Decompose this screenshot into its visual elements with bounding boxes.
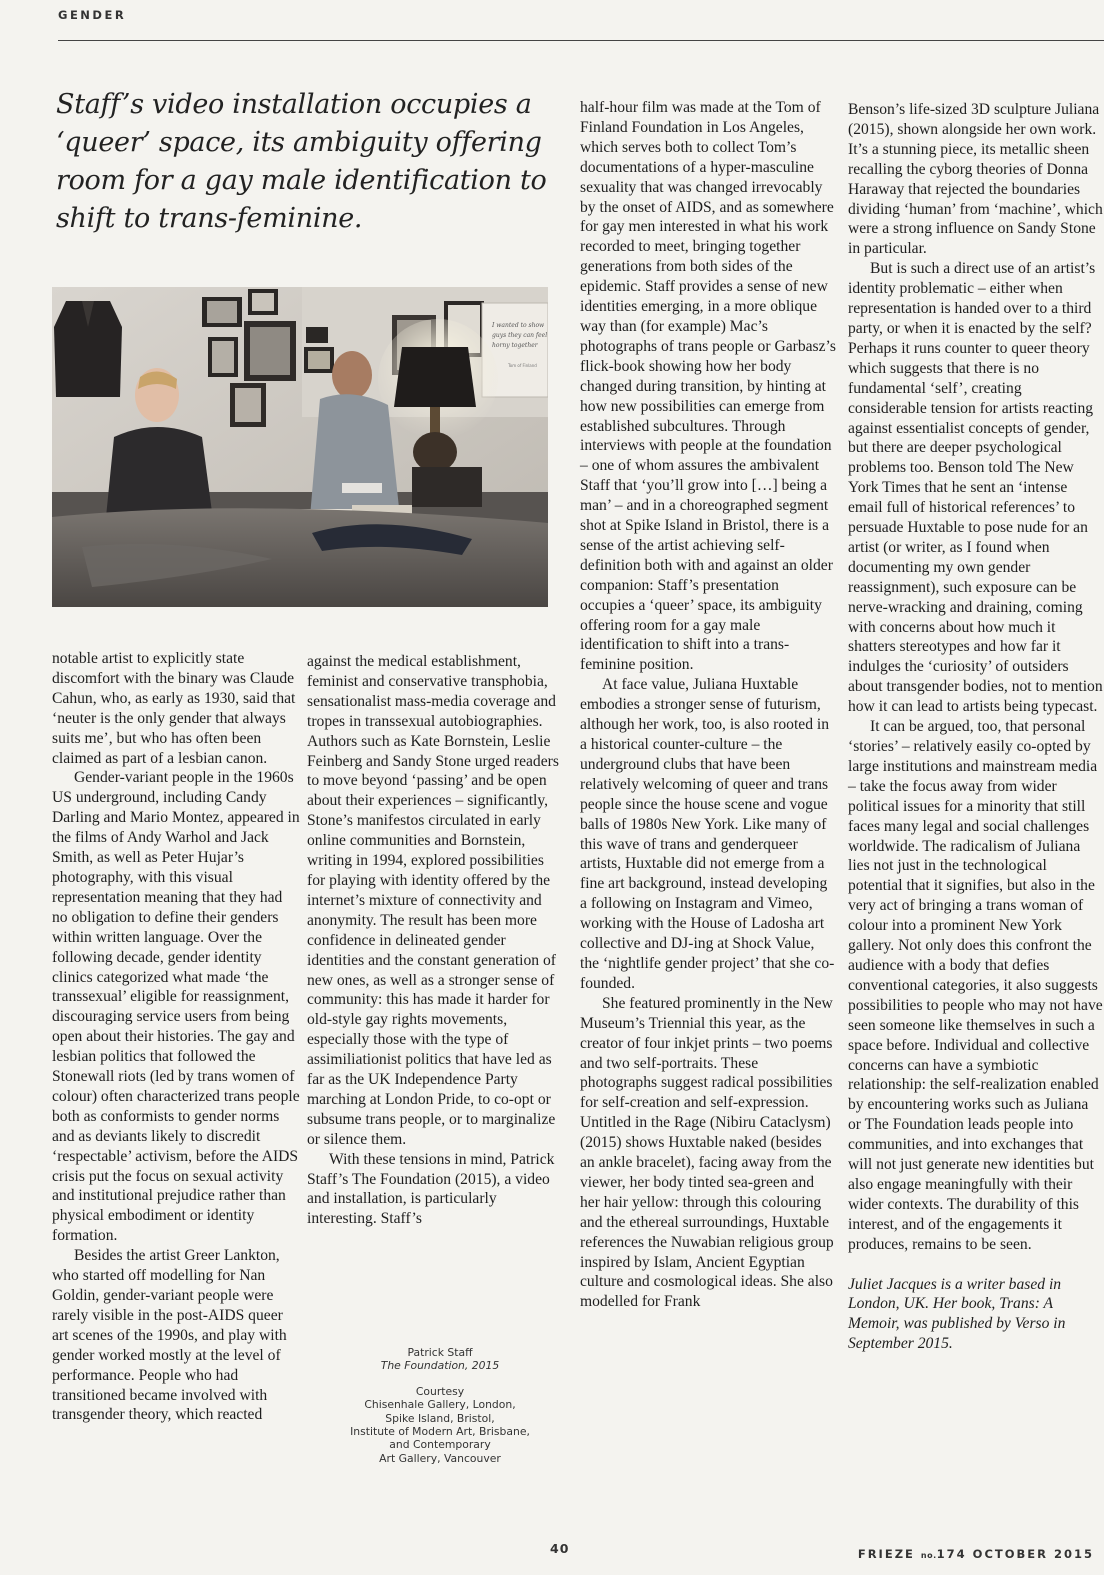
paragraph: Besides the artist Greer Lankton, who started off modelling for Nan Goldin, gender-variant people were rarely visible in the post-AIDS queer art scenes of the 1990s, and play with gender worked mostly at the level of performance. People who had transitioned became involved with transgender theory, which reacted	[52, 1247, 287, 1424]
paragraph: half-hour film was made at the Tom of Finland Foundation in Los Angeles, which serves both to collect Tom’s documentations of a hyper-masculine sexuality that was changed irrevocably by the onset of AIDS, and as somewhere for gay men interested in what his work recorded to meet, bringing together generations from both sides of the epidemic. Staff provides a sense of new identities emerging, in a more oblique way than (for example) Mac’s photographs of trans people or Garbasz’s flick-book showing how her body changed during transition, by hinting at how new possibilities can emerge from established subcultures. Through interviews with people at the foundation – one of whom assures the ambivalent Staff that ‘you’ll grow into […] being a man’ – and in a choreographed segment shot at Spike Island in Bristol, there is a sense of the artist achieving self-definition both with and against an older companion: Staff’s presentation occupies a ‘queer’ space, its ambiguity offering room for a gay male identification to shift into a trans-feminine position.	[580, 99, 836, 674]
magazine-footer	[858, 1547, 1094, 1561]
frame-text-3: horny together	[492, 342, 538, 349]
column-4	[848, 100, 1104, 1354]
issue-date: OCTOBER 2015	[972, 1547, 1094, 1561]
paragraph: Benson’s life-sized 3D sculpture Juliana (2015), shown alongside her own work. It’s a stunning piece, its metallic sheen recalling the cyborg theories of Donna Haraway that rejected the boundaries dividing ‘human’ from ‘machine’, which were a strong influence on Sandy Stone in particular.	[848, 101, 1103, 258]
magazine-name: FRIEZE	[857, 1547, 915, 1561]
caption-artist: Patrick Staff	[407, 1346, 473, 1359]
paragraph: With these tensions in mind, Patrick Staff’s The Foundation (2015), a video and installation, is particularly interesting. Staff’s	[307, 1150, 555, 1228]
photo-illustration	[52, 287, 548, 607]
frame-text-4: Tom of Finland	[508, 363, 537, 368]
caption-credit-line: Chisenhale Gallery, London,	[364, 1398, 516, 1412]
paragraph: At face value, Juliana Huxtable embodies a stronger sense of futurism, although her work, too, is also rooted in a historical counter-culture – the underground clubs that have been relatively welcoming of queer and trans people since the house scene and vogue balls of 1980s New York. Like many of this wave of trans and genderqueer artists, Huxtable did not emerge from a fine art background, instead developing a following on Instagram and Vimeo, working with the House of Ladosha art collective and DJ-ing at Shock Value, the ‘nightlife gender project’ that she co-founded.	[580, 676, 835, 992]
caption-credit-line: Institute of Modern Art, Brisbane,	[350, 1425, 530, 1439]
caption-credit-line: Spike Island, Bristol,	[385, 1411, 495, 1425]
column-1	[52, 649, 300, 1425]
column-3	[580, 98, 836, 1312]
issue-number: 174	[936, 1547, 967, 1561]
issue-prefix: no.	[920, 1551, 937, 1560]
caption-credit-line: Courtesy	[415, 1384, 465, 1398]
paragraph: against the medical establishment, feminist and conservative transphobia, sensationalist mass-media coverage and tropes in transsexual autobiographies. Authors such as Kate Bornstein, Leslie Feinberg and Sandy Stone urged readers to move beyond ‘passing’ and be open about their experiences – significantly, Stone’s manifestos circulated in early online communities and Bornstein, writing in 1994, explored possibilities for playing with identity offered by the internet’s mixture of connectivity and anonymity. The result has been more confidence in delineated gender identities and the constant generation of new ones, as well as a stronger sense of community: this has made it harder for old-style gay rights movements, especially those with the type of assimiliationist politics that have led as far as the UK Independence Party marching at London Pride, to co-opt or subsume trans people, or to marginalize or silence them.	[307, 653, 559, 1148]
caption-credit-line: Art Gallery, Vancouver	[379, 1451, 501, 1465]
paragraph: She featured prominently in the New Museum’s Triennial this year, as the creator of four inkjet prints – two poems and two self-portraits. These photographs suggest radical possibilities for self-creation and self-expression. Untitled in the Rage (Nibiru Cataclysm) (2015) shows Huxtable naked (besides an ankle bracelet), facing away from the viewer, her body tinted sea-green and her hair yellow: through this colouring and the ethereal surroundings, Huxtable references the Nuwabian religious group inspired by Islam, Ancient Egyptian culture and cosmological ideas. She also modelled for Frank	[580, 994, 834, 1311]
pull-quote: Staff’s video installation occupies a ‘queer’ space, its ambiguity offering room for a gay male identification to shift to trans-feminine.	[56, 89, 547, 234]
frame-text-1: I wanted to show	[492, 322, 545, 329]
paragraph: Gender-variant people in the 1960s US underground, including Candy Darling and Mario Montez, appeared in the films of Andy Warhol and Jack Smith, as well as Peter Hujar’s photography, with this visual representation meaning that they had no obligation to define their genders within written language. Over the following decade, gender identity clinics categorized what made ‘the transsexual’ eligible for reassignment, discouraging service users from being open about their histories. The gay and lesbian politics that followed the Stonewall riots (led by trans women of colour) often characterized trans people both as conformists to gender norms and as deviants likely to discredit ‘respectable’ activism, before the AIDS crisis put the focus on sexual activity and institutional prejudice rather than physical embodiment or identity formation.	[52, 769, 300, 1245]
column-2	[307, 652, 559, 1229]
paragraph: notable artist to explicitly state discomfort with the binary was Claude Cahun, who, as early as 1930, said that ‘neuter is the only gender that always suits me’, but who has often been claimed as part of a lesbian canon.	[52, 650, 296, 767]
page-number: 40	[550, 1541, 570, 1556]
author-bio: Juliet Jacques is a writer based in London, UK. Her book, Trans: A Memoir, was published by Verso in September 2015.	[848, 1275, 1066, 1353]
header-rule	[58, 40, 1104, 41]
caption-work: The Foundation, 2015	[380, 1359, 500, 1373]
section-label: GENDER	[58, 8, 127, 22]
photo-caption	[332, 1346, 548, 1465]
paragraph: It can be argued, too, that personal ‘stories’ – relatively easily co-opted by large institutions and mainstream media – take the focus away from wider political issues for a minority that still faces many legal and social challenges worldwide. The radicalism of Juliana lies not just in the technological potential that it signifies, but also in the very act of bringing a trans woman of colour into a prominent New York gallery. Not only does this confront the audience with a body that defies conventional categories, it also suggests possibilities to people who may not have seen someone like themselves in such a space before. Individual and collective concerns can have a symbiotic relationship: the self-realization enabled by encountering works such as Juliana or The Foundation leads people into communities, and into exchanges that will not just generate new identities but also engage meaningfully with their wider contexts. The durability of this interest, and of the engagements it produces, remains to be seen.	[848, 718, 1103, 1253]
article-photo	[52, 287, 548, 607]
paragraph: But is such a direct use of an artist’s identity problematic – either when representation is handed over to a third party, or when it is enacted by the self? Perhaps it runs counter to queer theory which suggests that there is no fundamental ‘self’, creating considerable tension for artists reacting against essentialist concepts of gender, but there are deeper psychological problems too. Benson told The New York Times that he sent an ‘intense email full of historical references’ to persuade Huxtable to pose nude for an artist (or writer, as I found when documenting my own gender reassignment), such exposure can be nerve-wracking and draining, coming with concerns about how much it shatters stereotypes and how far it indulges the ‘curiosity’ of outsiders about transgender bodies, not to mention how it can lead to artists being typecast.	[848, 260, 1103, 716]
frame-text-2: guys they can feel	[492, 332, 548, 339]
caption-credit-line: and Contemporary	[389, 1438, 491, 1452]
